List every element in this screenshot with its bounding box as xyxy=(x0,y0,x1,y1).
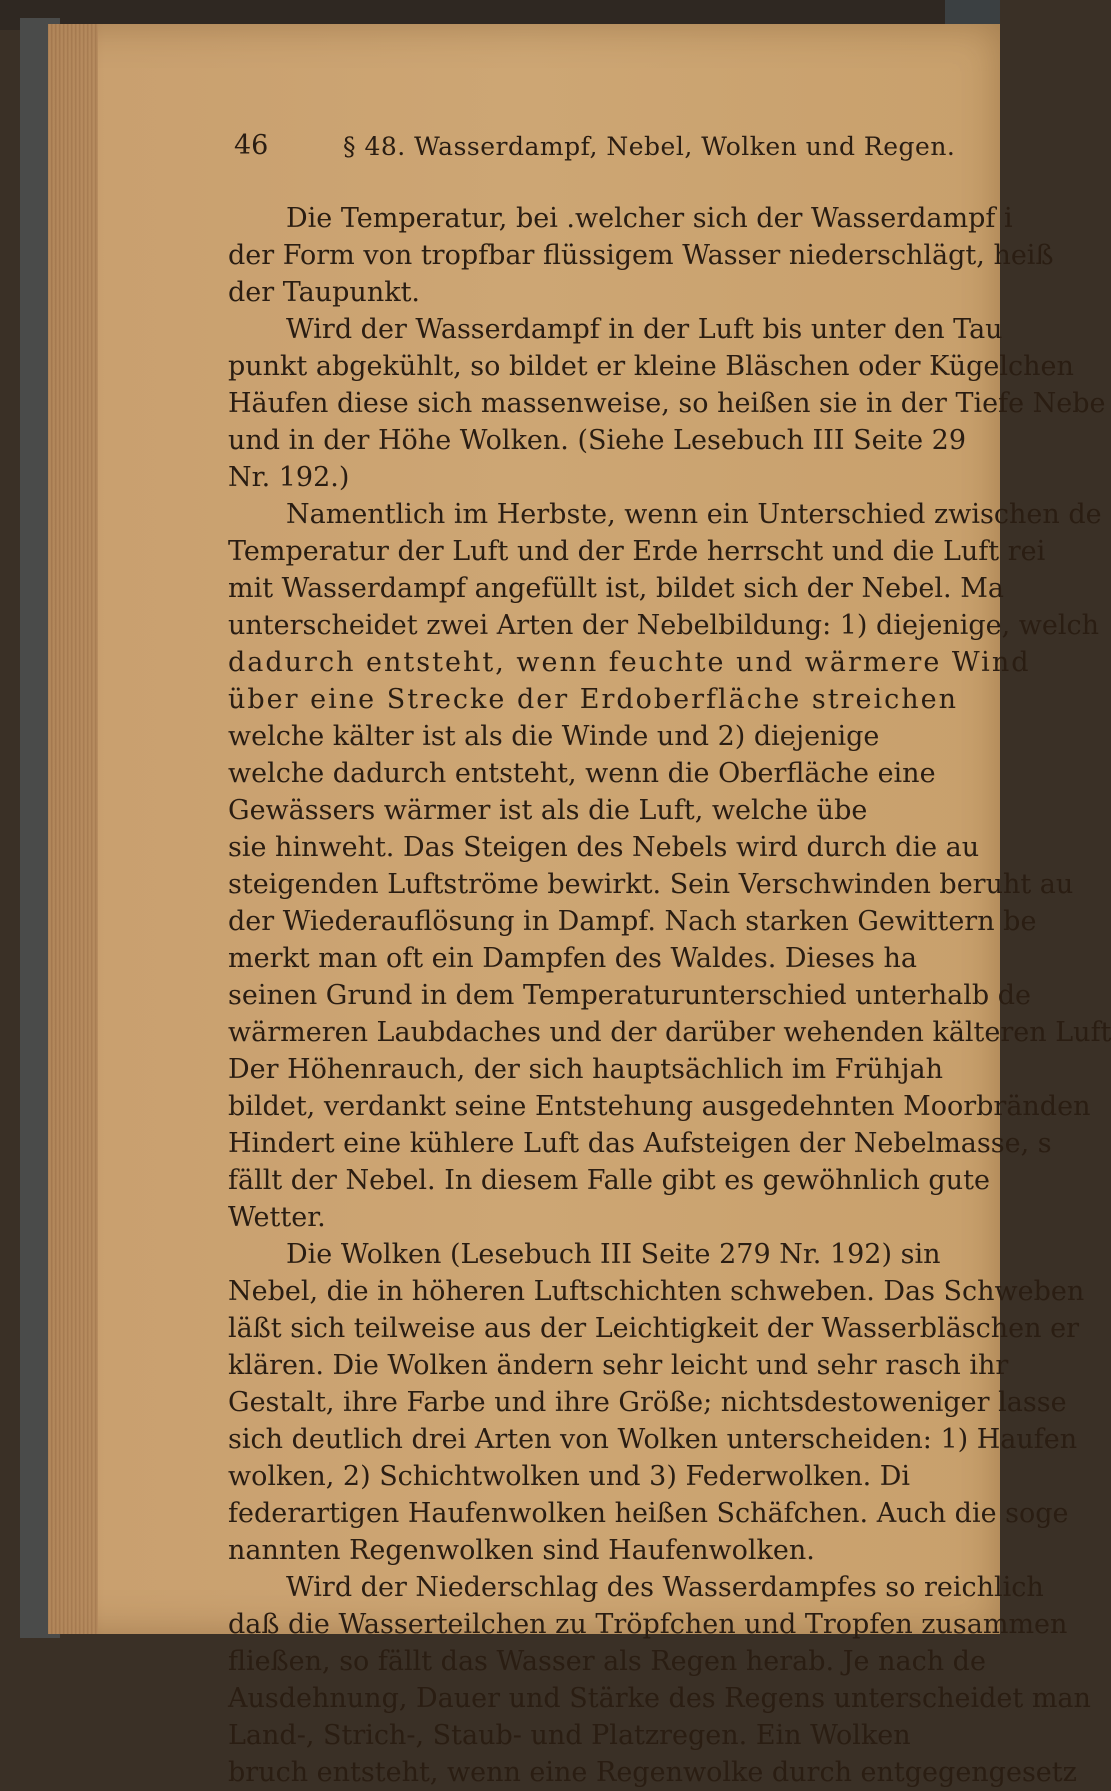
text-line: steigenden Luftströme bewirkt. Sein Verschwinden beruht au xyxy=(228,869,1074,900)
text-line: welche kälter ist als die Winde und 2) diejenige xyxy=(228,721,880,752)
text-line: merkt man oft ein Dampfen des Waldes. Dieses ha xyxy=(228,943,917,974)
text-line: mit Wasserdampf angefüllt ist, bildet sich der Nebel. Ma xyxy=(228,573,1004,604)
text-line: Die Wolken (Lesebuch III Seite 279 Nr. 192) sin xyxy=(286,1239,941,1270)
text-line: Nebel, die in höheren Luftschichten schweben. Das Schweben xyxy=(228,1276,1085,1307)
text-line: dadurch entsteht, wenn feuchte und wärmere Wind xyxy=(228,647,1031,678)
text-line: sich deutlich drei Arten von Wolken unterscheiden: 1) Haufen xyxy=(228,1424,1078,1455)
page-content xyxy=(228,130,1111,1791)
text-line: Land-, Strich-, Staub- und Platzregen. Ein Wolken xyxy=(228,1720,911,1751)
text-line: Temperatur der Luft und der Erde herrscht und die Luft rei xyxy=(228,536,1046,567)
text-line: punkt abgekühlt, so bildet er kleine Bläschen oder Kügelchen xyxy=(228,351,1074,382)
text-line: wärmeren Laubdaches und der darüber wehenden kälteren Luft xyxy=(228,1017,1111,1048)
running-title: § 48. Wasserdampf, Nebel, Wolken und Regen. xyxy=(343,132,956,161)
text-line: seinen Grund in dem Temperaturunterschied unterhalb de xyxy=(228,980,1032,1011)
text-line: Die Temperatur, bei .welcher sich der Wasserdampf i xyxy=(286,203,1013,234)
text-line: Namentlich im Herbste, wenn ein Unterschied zwischen de xyxy=(286,499,1102,530)
text-line: der Wiederauflösung in Dampf. Nach starken Gewittern be xyxy=(228,906,1037,937)
text-line: bruch entsteht, wenn eine Regenwolke durch entgegengesetz xyxy=(228,1757,1077,1788)
page-number: 46 xyxy=(234,130,269,161)
text-line: unterscheidet zwei Arten der Nebelbildung: 1) diejenige, welch xyxy=(228,610,1099,641)
text-line: Häufen diese sich massenweise, so heißen sie in der Tiefe Nebe xyxy=(228,388,1106,419)
text-line: welche dadurch entsteht, wenn die Oberfläche eine xyxy=(228,758,936,789)
text-line: Wird der Wasserdampf in der Luft bis unter den Tau xyxy=(286,314,1003,345)
text-line: fließen, so fällt das Wasser als Regen herab. Je nach de xyxy=(228,1646,986,1677)
text-line: Hindert eine kühlere Luft das Aufsteigen der Nebelmasse, s xyxy=(228,1128,1052,1159)
text-line: Wird der Niederschlag des Wasserdampfes so reichlich xyxy=(286,1572,1044,1603)
text-line: fällt der Nebel. In diesem Falle gibt es gewöhnlich gute xyxy=(228,1165,990,1196)
text-line: nannten Regenwolken sind Haufenwolken. xyxy=(228,1535,815,1566)
text-line: sie hinweht. Das Steigen des Nebels wird durch die au xyxy=(228,832,980,863)
text-line: Ausdehnung, Dauer und Stärke des Regens unterscheidet man xyxy=(228,1683,1091,1714)
text-line: über eine Strecke der Erdoberfläche streichen xyxy=(228,684,958,715)
body-text xyxy=(228,200,1111,1791)
text-line: Gestalt, ihre Farbe und ihre Größe; nichtsdestoweniger lasse xyxy=(228,1387,1067,1418)
text-line: Nr. 192.) xyxy=(228,462,350,493)
text-line: der Form von tropfbar flüssigem Wasser niederschlägt, heiß xyxy=(228,240,1054,271)
text-line: daß die Wasserteilchen zu Tröpfchen und Tropfen zusammen xyxy=(228,1609,1068,1640)
text-line: und in der Höhe Wolken. (Siehe Lesebuch III Seite 29 xyxy=(228,425,967,456)
text-line: bildet, verdankt seine Entstehung ausgedehnten Moorbränden xyxy=(228,1091,1091,1122)
text-line: federartigen Haufenwolken heißen Schäfchen. Auch die soge xyxy=(228,1498,1069,1529)
text-line: Gewässers wärmer ist als die Luft, welche übe xyxy=(228,795,868,826)
text-line: der Taupunkt. xyxy=(228,277,421,308)
text-line: Der Höhenrauch, der sich hauptsächlich im Frühjah xyxy=(228,1054,944,1085)
text-line: läßt sich teilweise aus der Leichtigkeit der Wasserbläschen er xyxy=(228,1313,1080,1344)
page-header xyxy=(228,130,988,170)
page-gutter xyxy=(48,24,98,1634)
text-line: klären. Die Wolken ändern sehr leicht und sehr rasch ihr xyxy=(228,1350,1009,1381)
text-line: Wetter. xyxy=(228,1202,326,1233)
text-line: wolken, 2) Schichtwolken und 3) Federwolken. Di xyxy=(228,1461,911,1492)
